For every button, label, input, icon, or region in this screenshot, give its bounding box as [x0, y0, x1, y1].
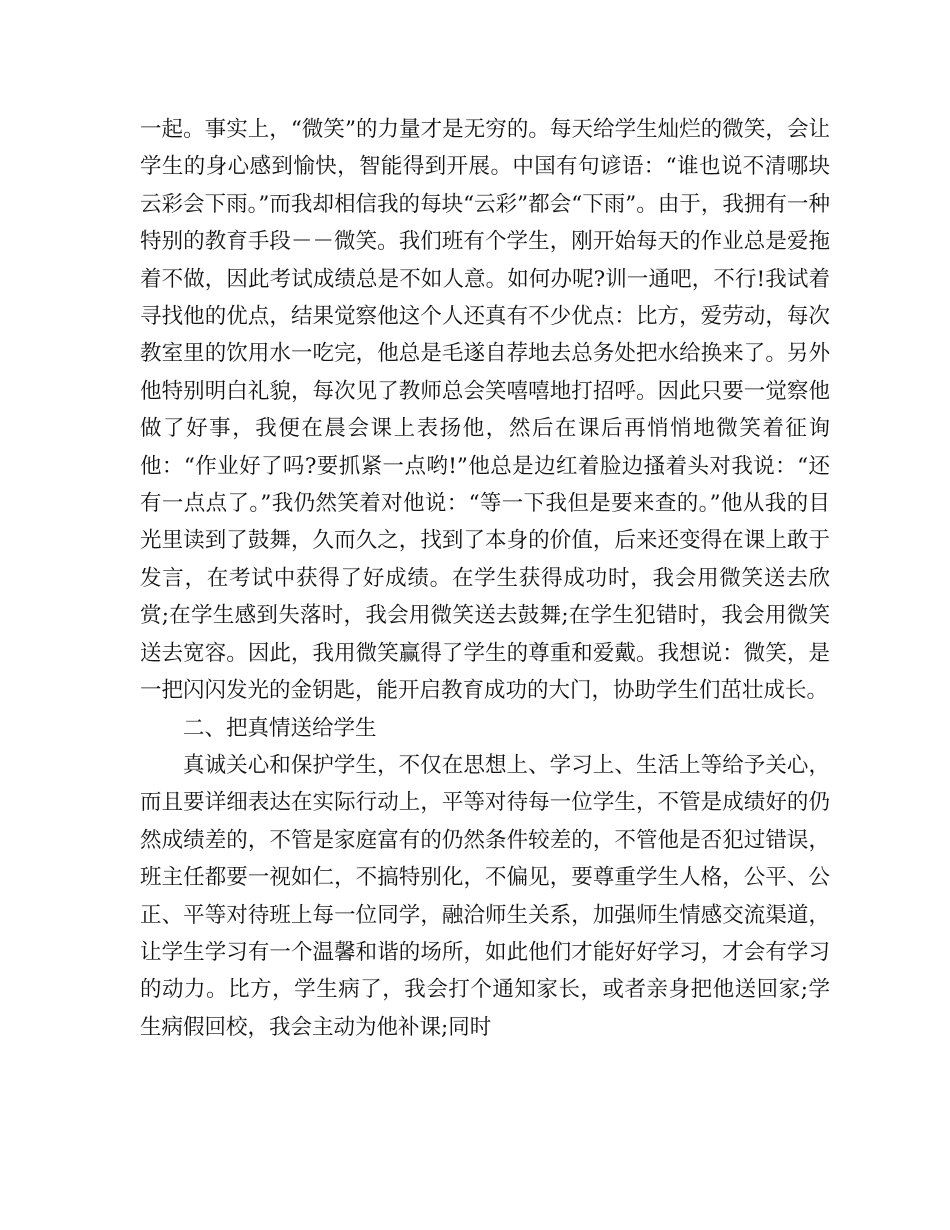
document-body [140, 111, 830, 1046]
body-paragraph: 真诚关心和保护学生，不仅在思想上、学习上、生活上等给予关心，而且要详细表达在实际行动上，平等对待每一位学生，不管是成绩好的仍然成绩差的，不管是家庭富有的仍然条件较差的，不管他是否犯过错误，班主任都要一视如仁，不搞特别化，不偏见，要尊重学生人格，公平、公正、平等对待班上每一位同学，融洽师生关系，加强师生情感交流渠道，让学生学习有一个温馨和谐的场所，如此他们才能好好学习，才会有学习的动力。比方，学生病了，我会打个通知家长，或者亲身把他送回家;学生病假回校，我会主动为他补课;同时 [140, 752, 830, 1040]
body-paragraph: 一起。事实上，“微笑”的力量才是无穷的。每天给学生灿烂的微笑，会让学生的身心感到愉快，智能得到开展。中国有句谚语：“谁也说不清哪块云彩会下雨。”而我却相信我的每块“云彩”都会“下雨”。由于，我拥有一种特别的教育手段－－微笑。我们班有个学生，刚开始每天的作业总是爱拖着不做，因此考试成绩总是不如人意。如何办呢?训一通吧，不行!我试着寻找他的优点，结果觉察他这个人还真有不少优点：比方，爱劳动，每次教室里的饮用水一吃完，他总是毛遂自荐地去总务处把水给换来了。另外他特别明白礼貌，每次见了教师总会笑嘻嘻地打招呼。因此只要一觉察他做了好事，我便在晨会课上表扬他，然后在课后再悄悄地微笑着征询他：“作业好了吗?要抓紧一点哟!”他总是边红着脸边搔着头对我说：“还有一点点了。”我仍然笑着对他说：“等一下我但是要来查的。”他从我的目光里读到了鼓舞，久而久之，找到了本身的价值，后来还变得在课上敢于发言，在考试中获得了好成绩。在学生获得成功时，我会用微笑送去欣赏;在学生感到失落时，我会用微笑送去鼓舞;在学生犯错时，我会用微笑送去宽容。因此，我用微笑赢得了学生的尊重和爱戴。我想说：微笑，是一把闪闪发光的金钥匙，能开启教育成功的大门，协助学生们茁壮成长。 [140, 117, 830, 704]
section-heading: 二、把真情送给学生 [183, 715, 377, 741]
